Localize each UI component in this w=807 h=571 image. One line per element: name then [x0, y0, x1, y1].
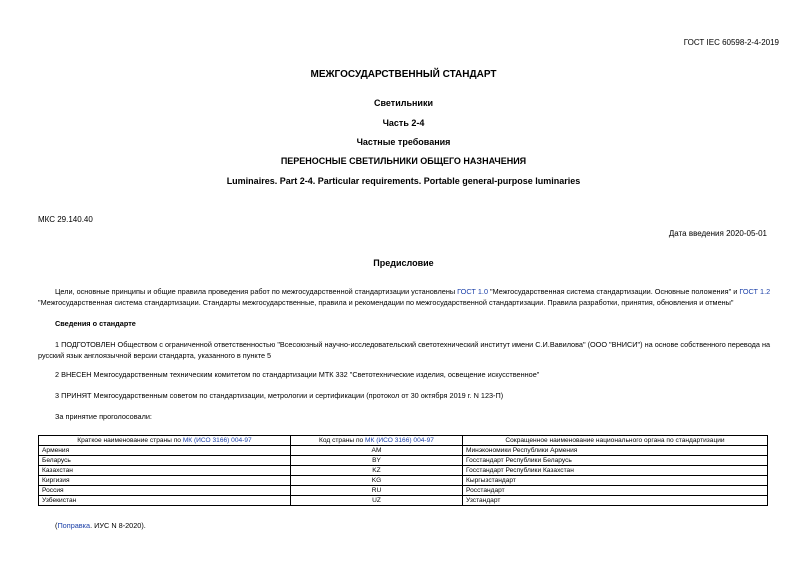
country-cell: Узбекистан: [39, 496, 291, 506]
document-id: ГОСТ IEC 60598-2-4-2019: [683, 38, 779, 47]
header-code-text: Код страны по: [319, 437, 366, 444]
preface-paragraph-line2: "Межгосударственная система стандартизации. Стандарты межгосударственные, правила и рекомендации по межгосударственной стандартизации. Правила разработки, принятия, обновления и отмены": [38, 298, 734, 307]
table-row: [39, 486, 768, 496]
org-cell: Росстандарт: [463, 486, 768, 496]
standard-subtitle-luminaires: Светильники: [374, 98, 433, 108]
preface-text-a: Цели, основные принципы и общие правила проведения работ по межгосударственной стандартизации установлены: [55, 287, 458, 296]
standard-subtitle-name: ПЕРЕНОСНЫЕ СВЕТИЛЬНИКИ ОБЩЕГО НАЗНАЧЕНИЯ: [280, 156, 527, 166]
table-header-row: [39, 436, 768, 446]
preface-text-b: "Межгосударственная система стандартизации. Основные положения" и: [488, 287, 740, 296]
standard-title-english: Luminaires. Part 2-4. Particular requirements. Portable general-purpose luminaries: [226, 176, 581, 186]
amendment-note: [55, 520, 146, 531]
table-row: [39, 476, 768, 486]
mks-code: МКС 29.140.40: [38, 215, 93, 224]
org-cell: Госстандарт Республики Беларусь: [463, 456, 768, 466]
table-row: [39, 446, 768, 456]
code-cell: UZ: [291, 496, 463, 506]
standard-info-heading: Сведения о стандарте: [55, 319, 136, 328]
date-introduction: Дата введения 2020-05-01: [668, 229, 767, 238]
standard-title: МЕЖГОСУДАРСТВЕННЫЙ СТАНДАРТ: [310, 69, 497, 80]
amendment-rest: . ИУС N 8-2020).: [90, 521, 146, 530]
amendment-open: (: [55, 521, 58, 530]
country-cell: Казахстан: [39, 466, 291, 476]
header-country-text: Краткое наименование страны по: [77, 437, 183, 444]
code-cell: KG: [291, 476, 463, 486]
code-cell: AM: [291, 446, 463, 456]
item-2: 2 ВНЕСЕН Межгосударственным техническим комитетом по стандартизации МТК 332 "Светотехнические изделия, освещение искусственное": [55, 370, 540, 379]
country-cell: Россия: [39, 486, 291, 496]
header-country: [39, 436, 291, 446]
org-cell: Кыргызстандарт: [463, 476, 768, 486]
header-organization: Сокращенное наименование национального органа по стандартизации: [463, 436, 768, 446]
item-3: 3 ПРИНЯТ Межгосударственным советом по стандартизации, метрологии и сертификации (протокол от 30 октября 2019 г. N 123-П): [55, 391, 504, 400]
table-row: [39, 496, 768, 506]
item-1-line1: 1 ПОДГОТОВЛЕН Обществом с ограниченной ответственностью "Всесоюзный научно-исследовательский светотехнический институт имени С.И.Вавилова" (ООО "ВНИСИ") на основе собственного перевода на: [55, 340, 771, 349]
gost-1-0-link[interactable]: ГОСТ 1.0: [457, 287, 488, 296]
table-row: [39, 466, 768, 476]
country-cell: Киргизия: [39, 476, 291, 486]
org-cell: Госстандарт Республики Казахстан: [463, 466, 768, 476]
preface-paragraph-line1: [55, 286, 770, 297]
mk-iso-link-2[interactable]: МК (ИСО 3166) 004-97: [365, 437, 434, 444]
standard-subtitle-part: Часть 2-4: [382, 118, 425, 128]
amendment-link[interactable]: Поправка: [57, 521, 91, 530]
voted-label: За принятие проголосовали:: [55, 412, 152, 421]
country-cell: Беларусь: [39, 456, 291, 466]
code-cell: KZ: [291, 466, 463, 476]
code-cell: BY: [291, 456, 463, 466]
table-row: [39, 456, 768, 466]
item-1-line2: русский язык англоязычной версии стандарта, указанного в пункте 5: [38, 351, 272, 360]
country-cell: Армения: [39, 446, 291, 456]
header-code: [291, 436, 463, 446]
voting-countries-table: [38, 435, 768, 506]
gost-1-2-link[interactable]: ГОСТ 1.2: [739, 287, 771, 296]
mk-iso-link-1[interactable]: МК (ИСО 3166) 004-97: [182, 437, 252, 444]
org-cell: Минэкономики Республики Армения: [463, 446, 768, 456]
code-cell: RU: [291, 486, 463, 496]
org-cell: Узстандарт: [463, 496, 768, 506]
standard-subtitle-requirements: Частные требования: [356, 137, 451, 147]
preface-heading: Предисловие: [373, 258, 434, 268]
